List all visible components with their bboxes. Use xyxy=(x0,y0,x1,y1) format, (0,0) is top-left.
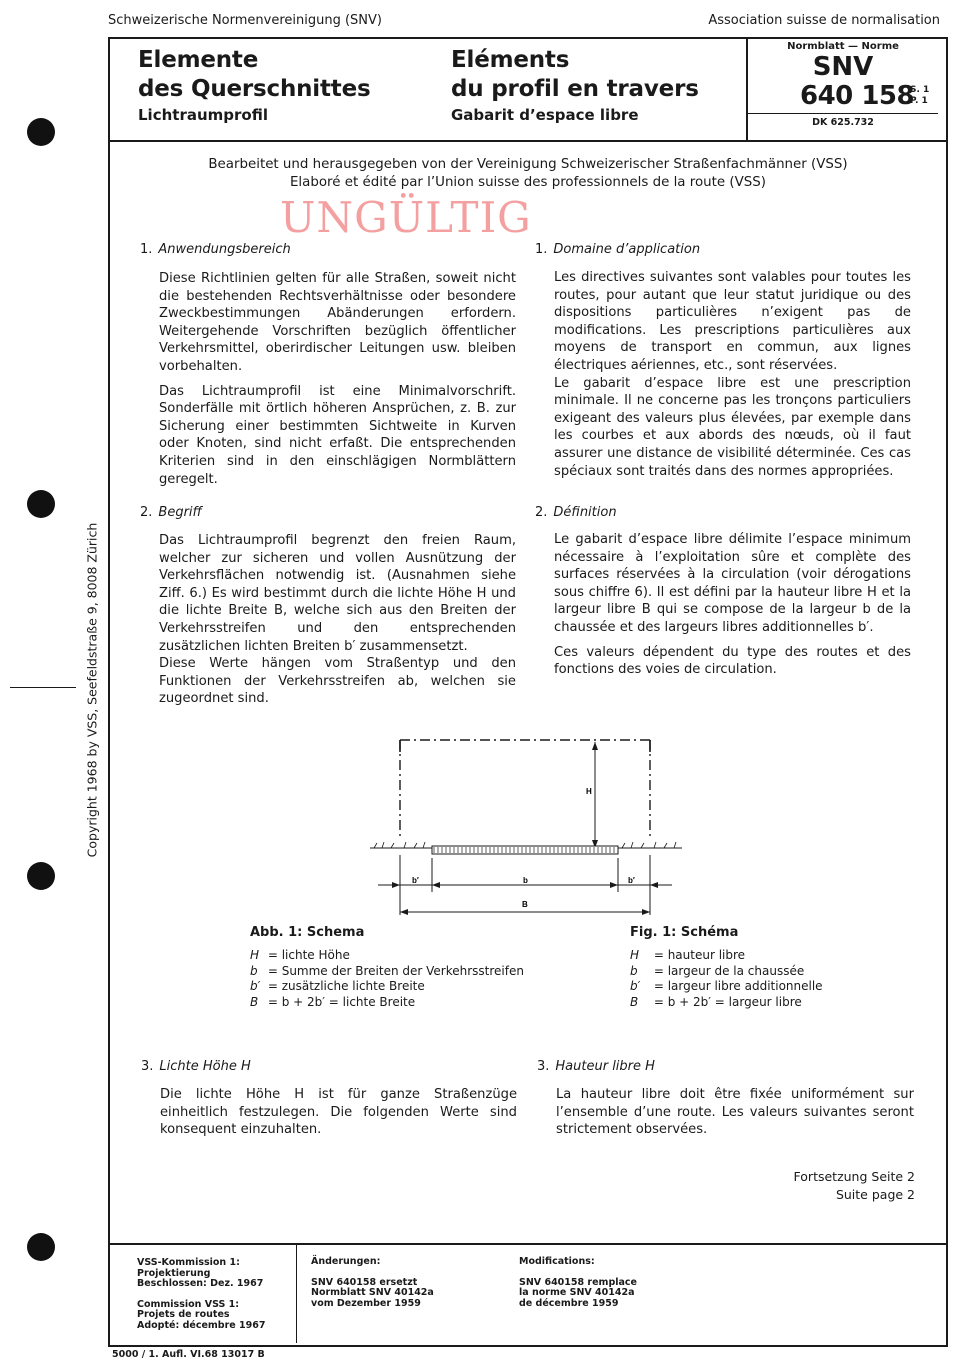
footer-separator xyxy=(108,1243,948,1245)
continuation-note xyxy=(794,1168,915,1203)
changes-line: vom Dezember 1959 xyxy=(311,1297,421,1309)
legend-de-row-H xyxy=(250,948,524,964)
commission-line: VSS-Kommission 1: xyxy=(137,1257,240,1268)
footer-commission xyxy=(137,1258,265,1331)
legend-de-eq: = Summe der Breiten der Verkehrsstreifen xyxy=(267,963,524,978)
verge-hatch-right xyxy=(622,842,676,848)
title-de-line2: des Querschnittes xyxy=(138,76,371,102)
section1-fr-heading xyxy=(535,242,700,257)
header-left: Schweizerische Normenvereinigung (SNV) xyxy=(108,13,382,28)
norm-page-p: P. 1 xyxy=(910,96,928,106)
section2-fr-heading xyxy=(535,505,617,520)
section1-de-title: Anwendungsbereich xyxy=(158,242,291,257)
legend-fr-eq: = largeur de la chaussée xyxy=(653,963,805,978)
title-de xyxy=(138,46,370,124)
changes-line: Normblatt SNV 40142a xyxy=(311,1287,434,1298)
copyright-text: Copyright 1968 by VSS, Seefeldstraße 9, 8008 Zürich xyxy=(84,522,100,858)
section2-fr-number: 2. xyxy=(535,505,548,520)
legend-fr-sym: b xyxy=(630,963,638,978)
punch-hole-icon xyxy=(27,490,55,518)
legend-de-sym: b xyxy=(250,963,258,978)
section1-fr-number: 1. xyxy=(535,242,548,257)
section3-fr-heading xyxy=(537,1059,655,1074)
section2-de-heading xyxy=(140,505,202,520)
legend-fr-eq: = hauteur libre xyxy=(653,948,746,962)
commission-line: Adopté: décembre 1967 xyxy=(137,1319,266,1331)
section1-fr-p1: Les directives suivantes sont valables pour toutes les routes, pour autant que leur statut juridique ou des dispositions particulières n’exigent pas de modifications. Les prescriptions particulières aux moyens de transport en commun, aux lignes électriques aériennes, etc., sont réservées. xyxy=(554,270,911,373)
legend-fr-sym: b′ xyxy=(630,979,641,994)
figure-caption-fr: Fig. 1: Schéma xyxy=(630,925,739,940)
section3-fr-number: 3. xyxy=(537,1059,550,1074)
section2-de-number: 2. xyxy=(140,505,153,520)
section2-de-p1: Das Lichtraumprofil begrenzt den freien Raum, welcher zur sicheren und vollen Ausnützung der Verkehrsflächen notwendig ist. (Ausnahmen siehe Ziff. 6.) Es wird bestimmt durch die lichte Höhe H und die lichte Breite B, welche sich aus den Breiten der Verkehrsstreifen und den entsprechenden zusätzlichen lichten Breiten b′ zusammensetzt. xyxy=(159,533,516,654)
section3-fr-body xyxy=(556,1086,914,1139)
section1-de-p2: Das Lichtraumprofil ist eine Minimalvorschrift. Sonderfälle mit örtlich höheren Ansprüchen, z. B. zur Sicherung einer bestimmten Sichtweite in Kurven oder Knoten, sind nicht erfaßt. Die entsprechenden Kriterien sind in den einschlägigen Normblättern geregelt. xyxy=(159,383,516,487)
section2-fr-body xyxy=(554,531,911,679)
clearance-profile-diagram xyxy=(360,730,700,920)
publisher-fr: Elaboré et édité par l’Union suisse des professionnels de la route (VSS) xyxy=(289,175,767,190)
section1-fr-title: Domaine d’application xyxy=(553,242,701,257)
commission-line: Projektierung xyxy=(137,1267,211,1279)
commission-spacer xyxy=(137,1290,265,1300)
arrow-b-left xyxy=(432,882,440,888)
section2-fr-title: Définition xyxy=(553,505,617,520)
invalid-stamp: UNGÜLTIG xyxy=(280,193,532,242)
section2-fr-p2: Ces valeurs dépendent du type des routes et des fonctions des voies de circulation. xyxy=(554,644,911,678)
section3-de-title: Lichte Höhe H xyxy=(159,1059,251,1074)
section3-fr-title: Hauteur libre H xyxy=(555,1059,655,1074)
section2-de-title: Begriff xyxy=(158,505,202,520)
commission-line: Commission VSS 1: xyxy=(137,1298,240,1310)
title-fr xyxy=(451,46,699,124)
arrow-bprime-left-outer xyxy=(392,882,400,888)
changes-title: Änderungen: xyxy=(311,1256,381,1267)
norm-label: Normblatt — Norme xyxy=(787,41,899,52)
legend-fr xyxy=(630,948,823,1010)
legend-de xyxy=(250,948,524,1010)
header-right: Association suisse de normalisation xyxy=(708,13,940,28)
section1-de-p1: Diese Richtlinien gelten für alle Straßen, soweit nicht die bestehenden Rechtsverhältnisse oder besondere Zweckbestimmungen Abänderungen erfordern. Weitergehende Vorschriften bezüglich öffentlicher Verkehrsmittel, oberirdischer Leitungen usw. bleiben vorbehalten. xyxy=(159,271,516,374)
label-B: B xyxy=(522,900,528,909)
label-b: b xyxy=(523,876,528,885)
legend-de-eq: = lichte Höhe xyxy=(267,948,350,962)
arrow-B-left xyxy=(400,909,408,915)
norm-page-s: S. 1 xyxy=(910,85,930,95)
legend-de-row-bprime xyxy=(250,979,524,995)
modifications-line: la norme SNV 40142a xyxy=(519,1287,635,1298)
legend-fr-row-bprime xyxy=(630,979,823,995)
legend-fr-row-B xyxy=(630,995,823,1011)
section3-de-number: 3. xyxy=(141,1059,154,1074)
section3-fr-p1: La hauteur libre doit être fixée uniformément sur l’ensemble d’une route. Les valeurs suivantes seront strictement observées. xyxy=(556,1087,914,1138)
legend-de-sym: B xyxy=(250,994,259,1009)
section1-de-heading xyxy=(140,242,291,257)
section2-de-body xyxy=(159,532,516,708)
norm-number: 640 158 xyxy=(800,81,915,111)
title-de-sub: Lichtraumprofil xyxy=(138,106,268,124)
modifications-line: de décembre 1959 xyxy=(519,1297,619,1309)
footer-changes xyxy=(311,1257,434,1309)
footer-divider xyxy=(296,1245,297,1343)
changes-line: SNV 640158 ersetzt xyxy=(311,1276,418,1288)
continuation-fr: Suite page 2 xyxy=(835,1186,915,1202)
arrow-bprime-right-outer xyxy=(650,882,658,888)
legend-fr-row-H xyxy=(630,948,823,964)
legend-de-row-B xyxy=(250,995,524,1011)
norm-dk: DK 625.732 xyxy=(812,117,874,128)
legend-de-sym: b′ xyxy=(250,979,261,994)
title-fr-line1: Eléments xyxy=(451,47,570,73)
title-fr-line2: du profil en travers xyxy=(451,76,699,102)
section3-de-p1: Die lichte Höhe H ist für ganze Straßenzüge einheitlich festzulegen. Die folgenden Werte sind konsequent einzuhalten. xyxy=(160,1087,517,1138)
norm-org: SNV xyxy=(812,52,874,82)
section2-de-p2: Diese Werte hängen vom Straßentyp und den Funktionen der Verkehrsstreifen ab, welchen sie zugeordnet sind. xyxy=(159,656,516,707)
title-de-line1: Elemente xyxy=(138,47,259,73)
legend-fr-eq: = b + 2b′ = largeur libre xyxy=(653,994,802,1009)
legend-de-eq: = zusätzliche lichte Breite xyxy=(267,979,425,994)
punch-hole-icon xyxy=(27,1233,55,1261)
verge-hatch-left xyxy=(374,842,425,848)
label-H: H xyxy=(586,787,592,796)
margin-rule xyxy=(10,687,76,688)
section1-de-number: 1. xyxy=(140,242,153,257)
legend-de-eq: = b + 2b′ = lichte Breite xyxy=(267,994,416,1009)
title-separator xyxy=(108,140,948,142)
legend-fr-sym: H xyxy=(630,948,640,962)
norm-page xyxy=(910,85,929,107)
figure-caption-de: Abb. 1: Schema xyxy=(250,925,365,940)
title-fr-sub: Gabarit d’espace libre xyxy=(451,106,639,124)
section1-fr-body xyxy=(554,269,911,480)
punch-hole-icon xyxy=(27,118,55,146)
punch-hole-icon xyxy=(27,862,55,890)
section3-de-body xyxy=(160,1086,517,1139)
legend-fr-sym: B xyxy=(630,994,639,1009)
legend-fr-eq: = largeur libre additionnelle xyxy=(653,979,823,994)
commission-line: Beschlossen: Dez. 1967 xyxy=(137,1278,264,1289)
section1-fr-p2: Le gabarit d’espace libre est une prescription minimale. Il ne concerne pas les tronçons particuliers exigeant des valeurs plus élevées, par exemple dans les courbes et aux abords des nœuds, où il faut assurer une distance de visibilité déterminée. Ces cas spéciaux sont traités dans des normes appropriées. xyxy=(554,375,911,479)
legend-fr-row-b xyxy=(630,964,823,980)
publisher-de: Bearbeitet und herausgegeben von der Vereinigung Schweizerischer Straßenfachmänner (VSS) xyxy=(208,157,848,172)
arrow-b-right xyxy=(610,882,618,888)
commission-line: Projets de routes xyxy=(137,1309,230,1320)
legend-de-row-b xyxy=(250,964,524,980)
footer-modifications xyxy=(519,1257,637,1309)
label-b-prime-left: b′ xyxy=(412,876,419,885)
height-arrow-top xyxy=(592,742,598,750)
modifications-line: SNV 640158 remplace xyxy=(519,1276,637,1288)
label-b-prime-right: b′ xyxy=(628,876,635,885)
modifications-title: Modifications: xyxy=(519,1256,595,1267)
legend-de-sym: H xyxy=(250,948,260,962)
norm-dk-rule xyxy=(748,113,938,114)
section2-fr-p1: Le gabarit d’espace libre délimite l’espace minimum nécessaire à l’exploitation sûre et complète des surfaces réservées à la circulation (voir dérogations sous chiffre 6). Il est défini par la hauteur libre H et la largeur libre B qui se compose de la largeur b de la chaussée et des largeurs libres additionnelles b′. xyxy=(554,532,911,635)
continuation-de: Fortsetzung Seite 2 xyxy=(793,1169,915,1184)
section3-de-heading xyxy=(141,1059,251,1074)
section1-de-body xyxy=(159,270,516,488)
print-code: 5000 / 1. Aufl. VI.68 13017 B xyxy=(112,1349,265,1360)
arrow-B-right xyxy=(642,909,650,915)
